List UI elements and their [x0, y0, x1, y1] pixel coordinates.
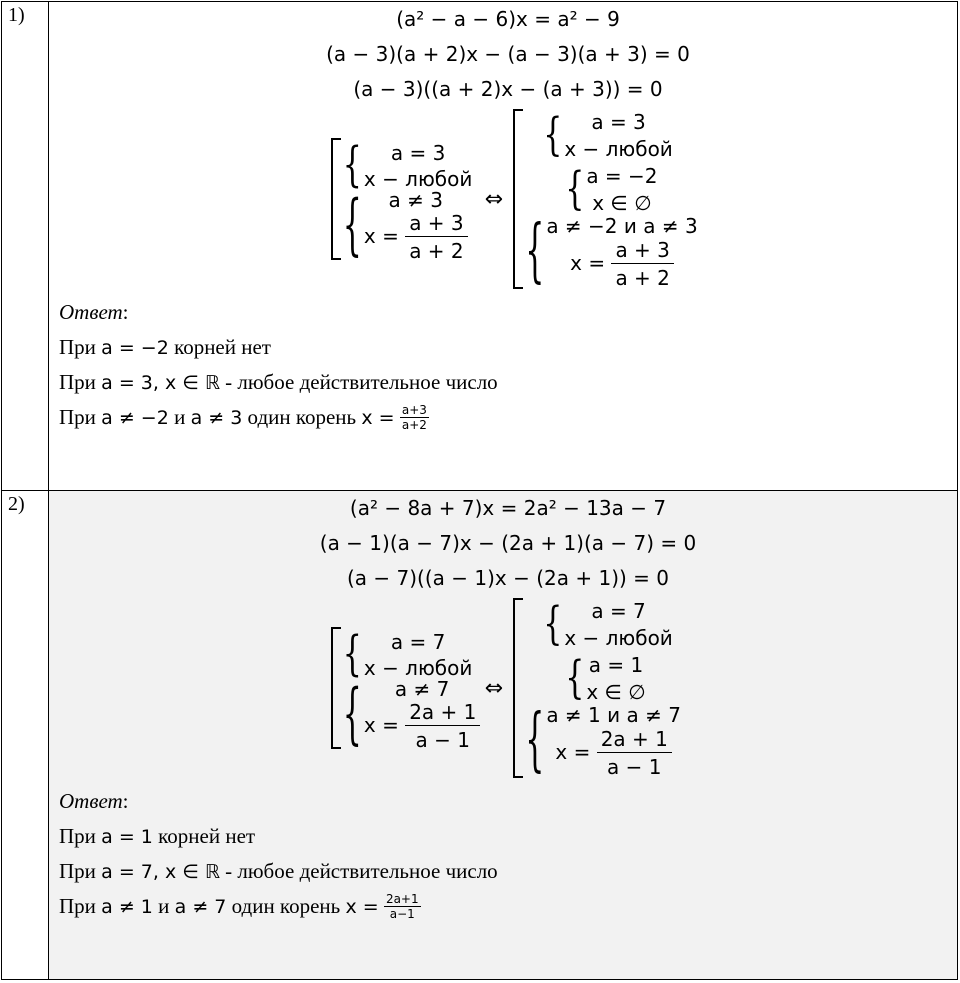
- answer-line: При a = 3, x ∈ ℝ - любое действительное число: [59, 370, 498, 394]
- case-line: a = 7: [591, 599, 646, 623]
- case-line: a ≠ 7: [394, 676, 450, 701]
- numerator: 2a + 1: [597, 726, 672, 753]
- answer-label: Ответ: [59, 300, 123, 324]
- case-line: a = 7: [390, 630, 446, 654]
- case-line: x − любой: [564, 137, 673, 161]
- equation-line: (a − 7)((a − 1)x − (2a + 1)) = 0: [346, 566, 669, 590]
- answer-block: [59, 784, 957, 924]
- fraction: [611, 237, 673, 292]
- fraction: [405, 210, 467, 265]
- numerator: 2a + 1: [405, 699, 480, 726]
- square-bracket: [513, 598, 523, 778]
- equivalence-symbol: ⇔: [484, 186, 504, 212]
- case-line: a = −2: [586, 164, 658, 188]
- answer-line: При a = 7, x ∈ ℝ - любое действительное число: [59, 859, 498, 883]
- x-equals: x =: [570, 250, 606, 275]
- left-system: { a = 3 x − любой { a ≠ 3 x = $\frac{a + 3}{a + 2}$: [331, 138, 475, 260]
- system-equivalence: [59, 105, 957, 293]
- x-equals: x =: [555, 739, 591, 764]
- right-system: { a = 7 x − любой { a = 1 x ∈ ∅ { a ≠ 1 и a ≠ 7 x = $\frac{2a + 1}{a - 1}$: [513, 598, 685, 778]
- denominator: a − 1: [607, 754, 662, 779]
- colon: :: [122, 789, 129, 813]
- case-line: x − любой: [564, 626, 673, 650]
- solutions-table: [1, 1, 958, 980]
- answer-line: При a = −2 корней нет: [59, 335, 271, 359]
- right-system: { a = 3 x − любой { a = −2 x ∈ ∅ { a ≠ −2 и a ≠ 3 x = $\frac{a + 3}{a + 2}$: [513, 109, 685, 289]
- case-line: a = 1: [588, 653, 644, 677]
- case-line: x ∈ ∅: [586, 680, 646, 704]
- answer-label: Ответ: [59, 789, 123, 813]
- case-line: a ≠ −2 и a ≠ 3: [546, 213, 698, 238]
- problem-solution: [49, 2, 958, 491]
- case-line: a ≠ 3: [388, 187, 443, 212]
- colon: :: [122, 300, 129, 324]
- problem-row-1: [2, 2, 958, 491]
- problem-number: 2): [2, 491, 49, 980]
- answer-block: [59, 295, 957, 435]
- problem-number: 1): [2, 2, 49, 491]
- small-fraction: $\frac{2a+1}{a-1}$: [385, 891, 419, 921]
- x-equals: x =: [363, 712, 399, 737]
- problem-solution: [49, 491, 958, 980]
- answer-line: При a ≠ 1 и a ≠ 7 один корень x = $\frac{2a+1}{a-1}$: [59, 891, 419, 921]
- answer-line: При a ≠ −2 и a ≠ 3 один корень x = $\frac{a+3}{a+2}$: [59, 402, 427, 432]
- case-line: x ∈ ∅: [592, 191, 652, 215]
- case-line: a = 3: [390, 141, 446, 165]
- small-fraction: $\frac{a+3}{a+2}$: [401, 402, 427, 432]
- square-bracket: [513, 109, 523, 289]
- case-line: a ≠ 1 и a ≠ 7: [546, 702, 681, 727]
- numerator: a + 3: [405, 210, 467, 237]
- fraction: [597, 726, 672, 781]
- problem-row-2: [2, 491, 958, 980]
- denominator: a + 2: [409, 238, 464, 263]
- x-equals: x =: [363, 223, 399, 248]
- equivalence-symbol: ⇔: [484, 675, 504, 701]
- equation-line: (a² − a − 6)x = a² − 9: [396, 7, 620, 31]
- case-line: x − любой: [363, 167, 473, 191]
- denominator: a − 1: [415, 727, 470, 752]
- equation-line: (a − 3)(a + 2)x − (a − 3)(a + 3) = 0: [326, 42, 690, 66]
- case-line: x − любой: [363, 656, 473, 680]
- system-equivalence: [59, 594, 957, 782]
- square-bracket: [331, 138, 341, 260]
- equation-line: (a − 1)(a − 7)x − (2a + 1)(a − 7) = 0: [319, 531, 697, 555]
- answer-line: При a = 1 корней нет: [59, 824, 256, 848]
- equation-line: (a² − 8a + 7)x = 2a² − 13a − 7: [349, 496, 667, 520]
- numerator: a + 3: [611, 237, 673, 264]
- fraction: [405, 699, 480, 754]
- case-line: a = 3: [591, 110, 646, 134]
- square-bracket: [331, 627, 341, 749]
- equation-line: (a − 3)((a + 2)x − (a + 3)) = 0: [353, 77, 663, 101]
- denominator: a + 2: [615, 265, 670, 290]
- left-system: { a = 7 x − любой { a ≠ 7 x = $\frac{2a + 1}{a - 1}$: [331, 627, 475, 749]
